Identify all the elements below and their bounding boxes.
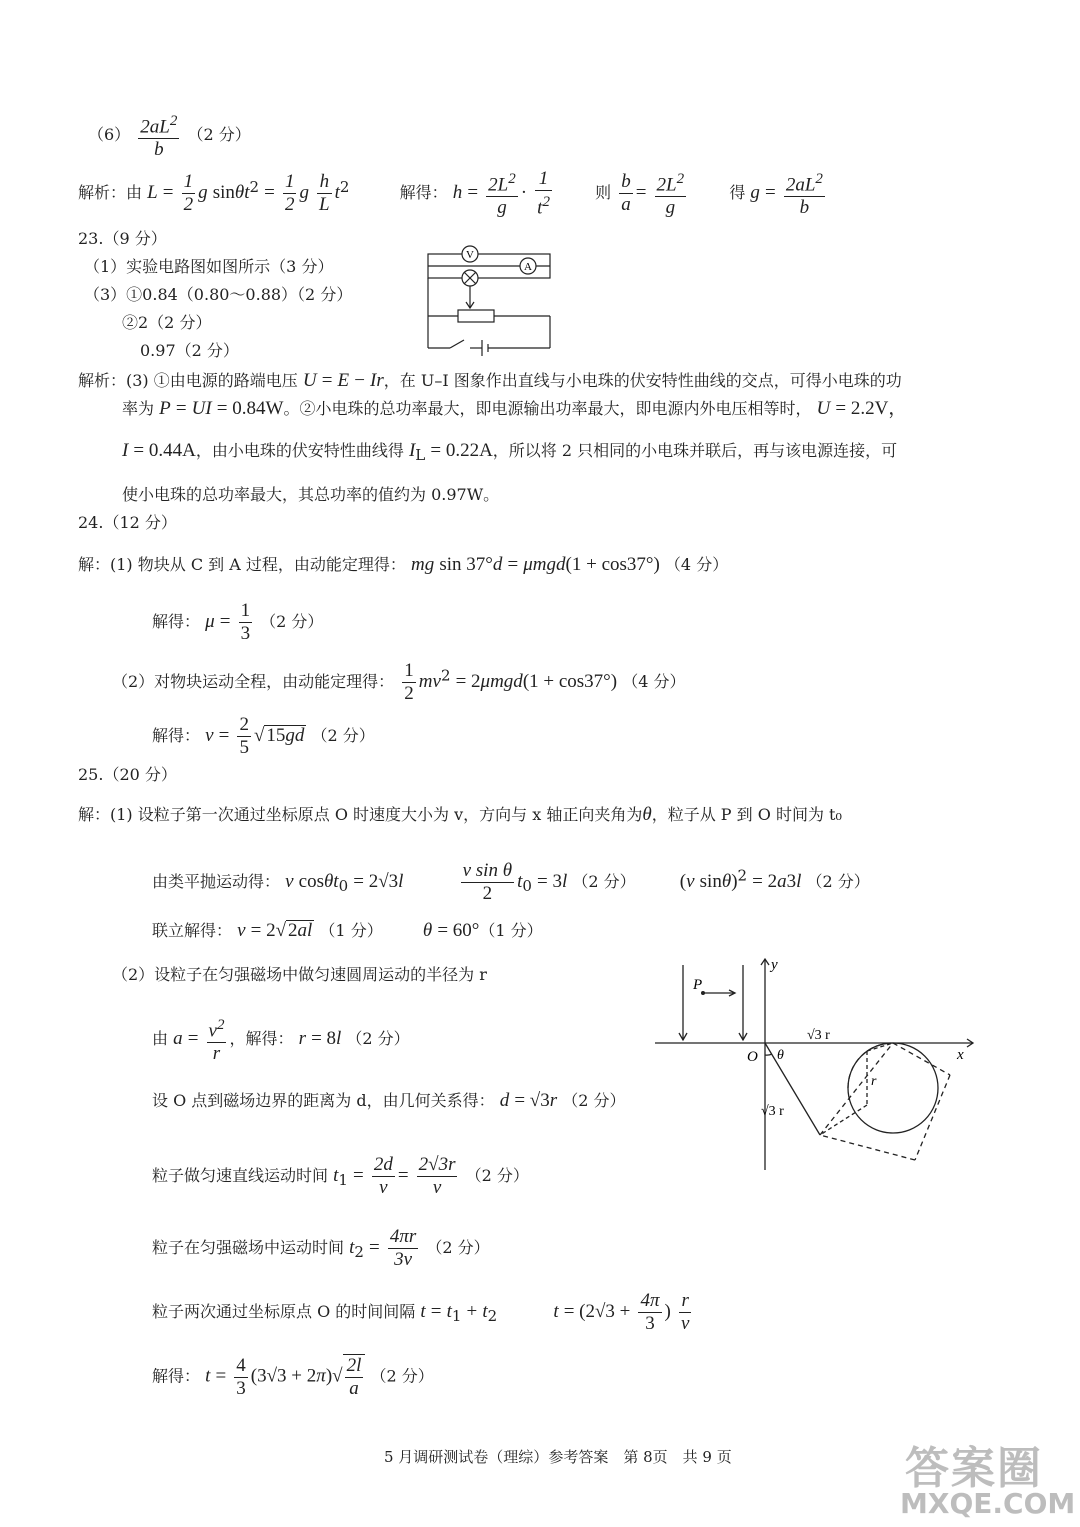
q25-title: 25.（20 分）	[78, 765, 177, 784]
point-p-label: P	[693, 977, 703, 993]
q23-analysis-l3: I = 0.44A，由小电珠的伏安特性曲线得 $I_L = 0.22A$，所以将 2 只相同的小电珠并联后，再与该电源连接，可	[122, 440, 898, 465]
theta-label: θ	[777, 1048, 784, 1063]
q22-analysis: 解析：由 L = $\frac{1}{2}$ g sinθt$^2$ = $\frac{1}{2}$ g $\frac{h}{L}$ $t^2$ 解得： h = $\frac{2L^2}{g}$ · $\frac{1}{t^2}$ 则 $\frac{b}{a}$ = $\frac{2L^2}{g}$ 得 g = $\frac{2aL^2}{b}$	[78, 168, 823, 219]
q25-p2: （2）设粒子在匀强磁场中做匀速圆周运动的半径为 r	[112, 965, 487, 984]
q25-p1-eq: 由类平抛运动得： v cosθt$_0$ = 2√3l $\frac{\text{v sin θ}}{2}$ $t_0 = 3l$ （2 分） (v sinθ)$^2$ = 2a3l （2 分）	[152, 860, 870, 904]
q24-p2: （2）对物块运动全程，由动能定理得： $\frac{1}{2}$ $mv^2 = 2\mu mgd(1 + \cos 37^\circ)$ （4 分）	[112, 660, 686, 704]
q25-p2-t: 粒子两次通过坐标原点 O 的时间间隔 $t = t_1 + t_2$ t = (2√3 + $\frac{4\pi}{3}$ ) $\frac{r}{v}$	[152, 1290, 690, 1334]
q25-p2-t2: 粒子在匀强磁场中运动时间 $t_2$ = $\frac{4\pi r}{3v}$ （2 分）	[152, 1226, 490, 1270]
axis-y-label: y	[771, 957, 778, 973]
q25-final: 解得： t = $\frac{4}{3}$ (3√3 + 2π)√ $\frac{2l}{a}$ （2 分）	[152, 1354, 434, 1399]
q23-p3b: ②2（2 分）	[122, 313, 212, 332]
q22-part6: （6） $\frac{2aL^2}{b}$ （2 分）	[88, 110, 251, 161]
q24-title: 24.（12 分）	[78, 513, 177, 532]
q23-p3c: 0.97（2 分）	[140, 341, 239, 360]
watermark-logo: 答案圈	[905, 1443, 1043, 1494]
particle-trajectory-diagram	[655, 955, 985, 1185]
watermark-url: MXQE.COM	[900, 1487, 1076, 1520]
q23-p1: （1）实验电路图如图所示（3 分）	[84, 257, 334, 276]
axis-x-label: x	[957, 1047, 964, 1063]
page-footer: 5 月调研测试卷（理综）参考答案 第 8页 共 9 页	[384, 1448, 732, 1466]
q24-p1-solve: 解得： μ = $\frac{1}{3}$ （2 分）	[152, 600, 324, 644]
q25-p1: 解：(1) 设粒子第一次通过坐标原点 O 时速度大小为 v，方向与 x 轴正向夹角为θ，粒子从 P 到 O 时间为 t₀	[78, 804, 842, 825]
q23-analysis-l1: 解析：(3) ①由电源的路端电压 U = E − Ir，在 U–I 图象作出直线与小电珠的伏安特性曲线的交点，可得小电珠的功	[78, 370, 902, 391]
circuit-diagram	[420, 238, 560, 358]
ammeter-label: A	[524, 261, 532, 273]
origin-label: O	[747, 1049, 758, 1065]
q23-analysis-l2: 率为 P = UI = 0.84W。②小电珠的总功率最大，即电源输出功率最大，即电源内外电压相等时， U = 2.2V，	[122, 398, 908, 419]
q25-p1-joint: 联立解得： v = 2√ 2al （1 分） θ = 60°（1 分）	[152, 920, 543, 941]
radius-label: r	[871, 1074, 877, 1089]
q25-p2-d: 设 O 点到磁场边界的距离为 d，由几何关系得： d = √3r （2 分）	[152, 1090, 626, 1111]
q24-p1: 解：(1) 物块从 C 到 A 过程，由动能定理得： mg sin 37°d = μmgd(1 + cos37°) （4 分）	[78, 554, 729, 575]
voltmeter-label: V	[466, 249, 474, 261]
q23-title: 23.（9 分）	[78, 229, 167, 248]
q23-analysis-l4: 使小电珠的总功率最大，其总功率的值约为 0.97W。	[122, 485, 500, 504]
q25-p2-t1: 粒子做匀速直线运动时间 $t_1$ = $\frac{2d}{v}$ = $\frac{2√3r}{v}$ （2 分）	[152, 1154, 529, 1198]
sqrt3r-left-label: √3 r	[761, 1104, 784, 1119]
sqrt3r-top-label: √3 r	[807, 1028, 830, 1043]
q25-p2-a: 由 a = $\frac{v^2}{r}$ ，解得： r = 8l （2 分）	[152, 1014, 410, 1065]
q24-p2-solve: 解得： v = $\frac{2}{5}$ √ 15gd （2 分）	[152, 714, 375, 758]
q23-p3a: （3）①0.84（0.80～0.88）（2 分）	[84, 285, 353, 304]
